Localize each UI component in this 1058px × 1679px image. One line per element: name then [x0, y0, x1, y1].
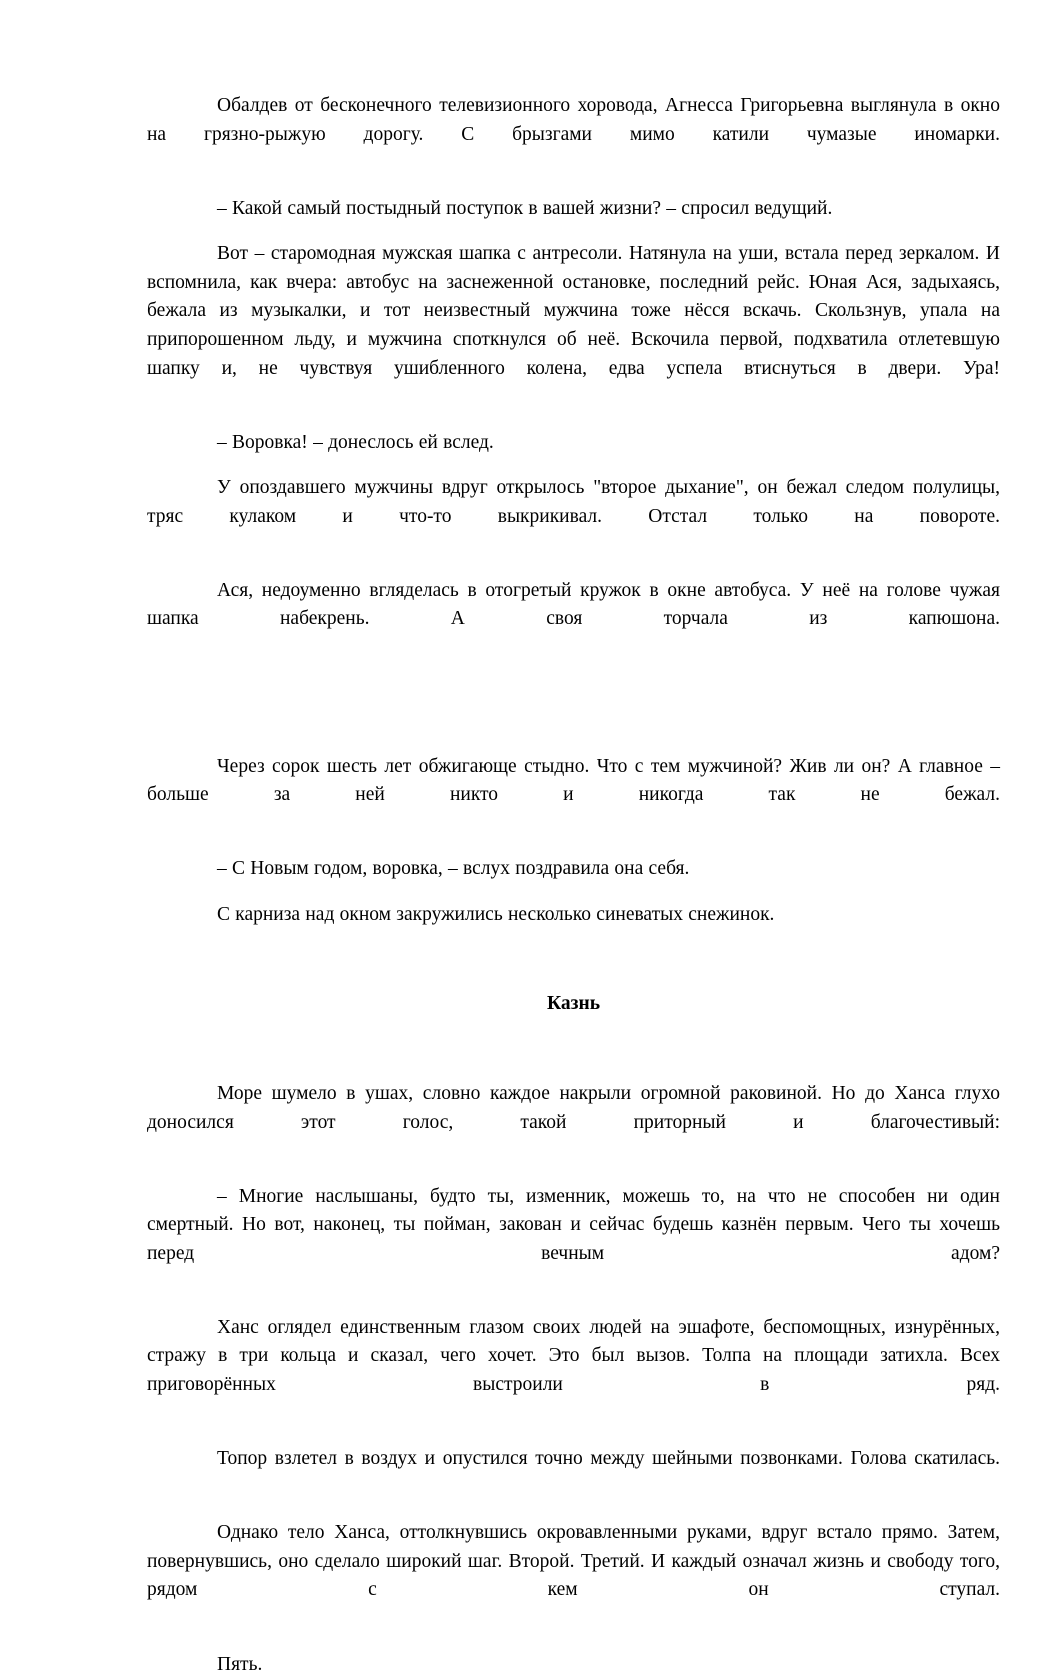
paragraph: Ася, недоуменно вгляделась в отогретый кружок в окне автобуса. У неё на голове чужая шапка набекрень. А своя торчала из капюшона.: [147, 577, 1000, 663]
text-column: [147, 92, 1000, 1679]
paragraph: Пять.: [147, 1651, 1000, 1679]
paragraph: С карниза над окном закружились несколько синеватых снежинок.: [147, 901, 1000, 930]
paragraph: Обалдев от бесконечного телевизионного хоровода, Агнесса Григорьевна выглянула в окно на грязно-рыжую дорогу. С брызгами мимо катили чумазые иномарки.: [147, 92, 1000, 178]
paragraph: Вот – старомодная мужская шапка с антресоли. Натянула на уши, встала перед зеркалом. И вспомнила, как вчера: автобус на заснеженной остановке, последний рейс. Юная Ася, задыхаясь, бежала из музыкалки, и тот неизвестный мужчина тоже нёсся вскачь. Скользнув, упала на припорошенном льду, и мужчина споткнулся об неё. Вскочила первой, подхватила отлетевшую шапку и, не чувствуя ушибленного колена, едва успела втиснуться в двери. Ура!: [147, 240, 1000, 411]
paragraph: У опоздавшего мужчины вдруг открылось "второе дыхание", он бежал следом полулицы, тряс кулаком и что-то выкрикивал. Отстал только на повороте.: [147, 474, 1000, 560]
paragraph: Топор взлетел в воздух и опустился точно между шейными позвонками. Голова скатилась.: [147, 1445, 1000, 1502]
section-title-bottom-gap: [147, 1036, 1000, 1080]
section-title: Казнь: [147, 990, 1000, 1019]
empty-paragraph-spacer: [147, 716, 1000, 736]
paragraph: – С Новым годом, воровка, – вслух поздравила она себя.: [147, 855, 1000, 884]
paragraph: – Какой самый постыдный поступок в вашей жизни? – спросил ведущий.: [147, 195, 1000, 224]
paragraph: Через сорок шесть лет обжигающе стыдно. Что с тем мужчиной? Жив ли он? А главное – больше за ней никто и никогда так не бежал.: [147, 753, 1000, 839]
section-title-top-gap: [147, 946, 1000, 990]
paragraph: Ханс оглядел единственным глазом своих людей на эшафоте, беспомощных, изнурённых, стражу в три кольца и сказал, чего хочет. Это был вызов. Толпа на площади затихла. Всех приговорённых выстроили в ряд.: [147, 1314, 1000, 1428]
paragraph: – Воровка! – донеслось ей вслед.: [147, 429, 1000, 458]
paragraph: Однако тело Ханса, оттолкнувшись окровавленными руками, вдруг встало прямо. Затем, повернувшись, оно сделало широкий шаг. Второй. Третий. И каждый означал жизнь и свободу того, рядом с кем он ступал.: [147, 1519, 1000, 1633]
paragraph: – Многие наслышаны, будто ты, изменник, можешь то, на что не способен ни один смертный. Но вот, наконец, ты пойман, закован и сейчас будешь казнён первым. Чего ты хочешь перед вечным адом?: [147, 1183, 1000, 1297]
empty-paragraph-spacer: [147, 680, 1000, 700]
paragraph: Море шумело в ушах, словно каждое накрыли огромной раковиной. Но до Ханса глухо доносился этот голос, такой приторный и благочестивый:: [147, 1080, 1000, 1166]
